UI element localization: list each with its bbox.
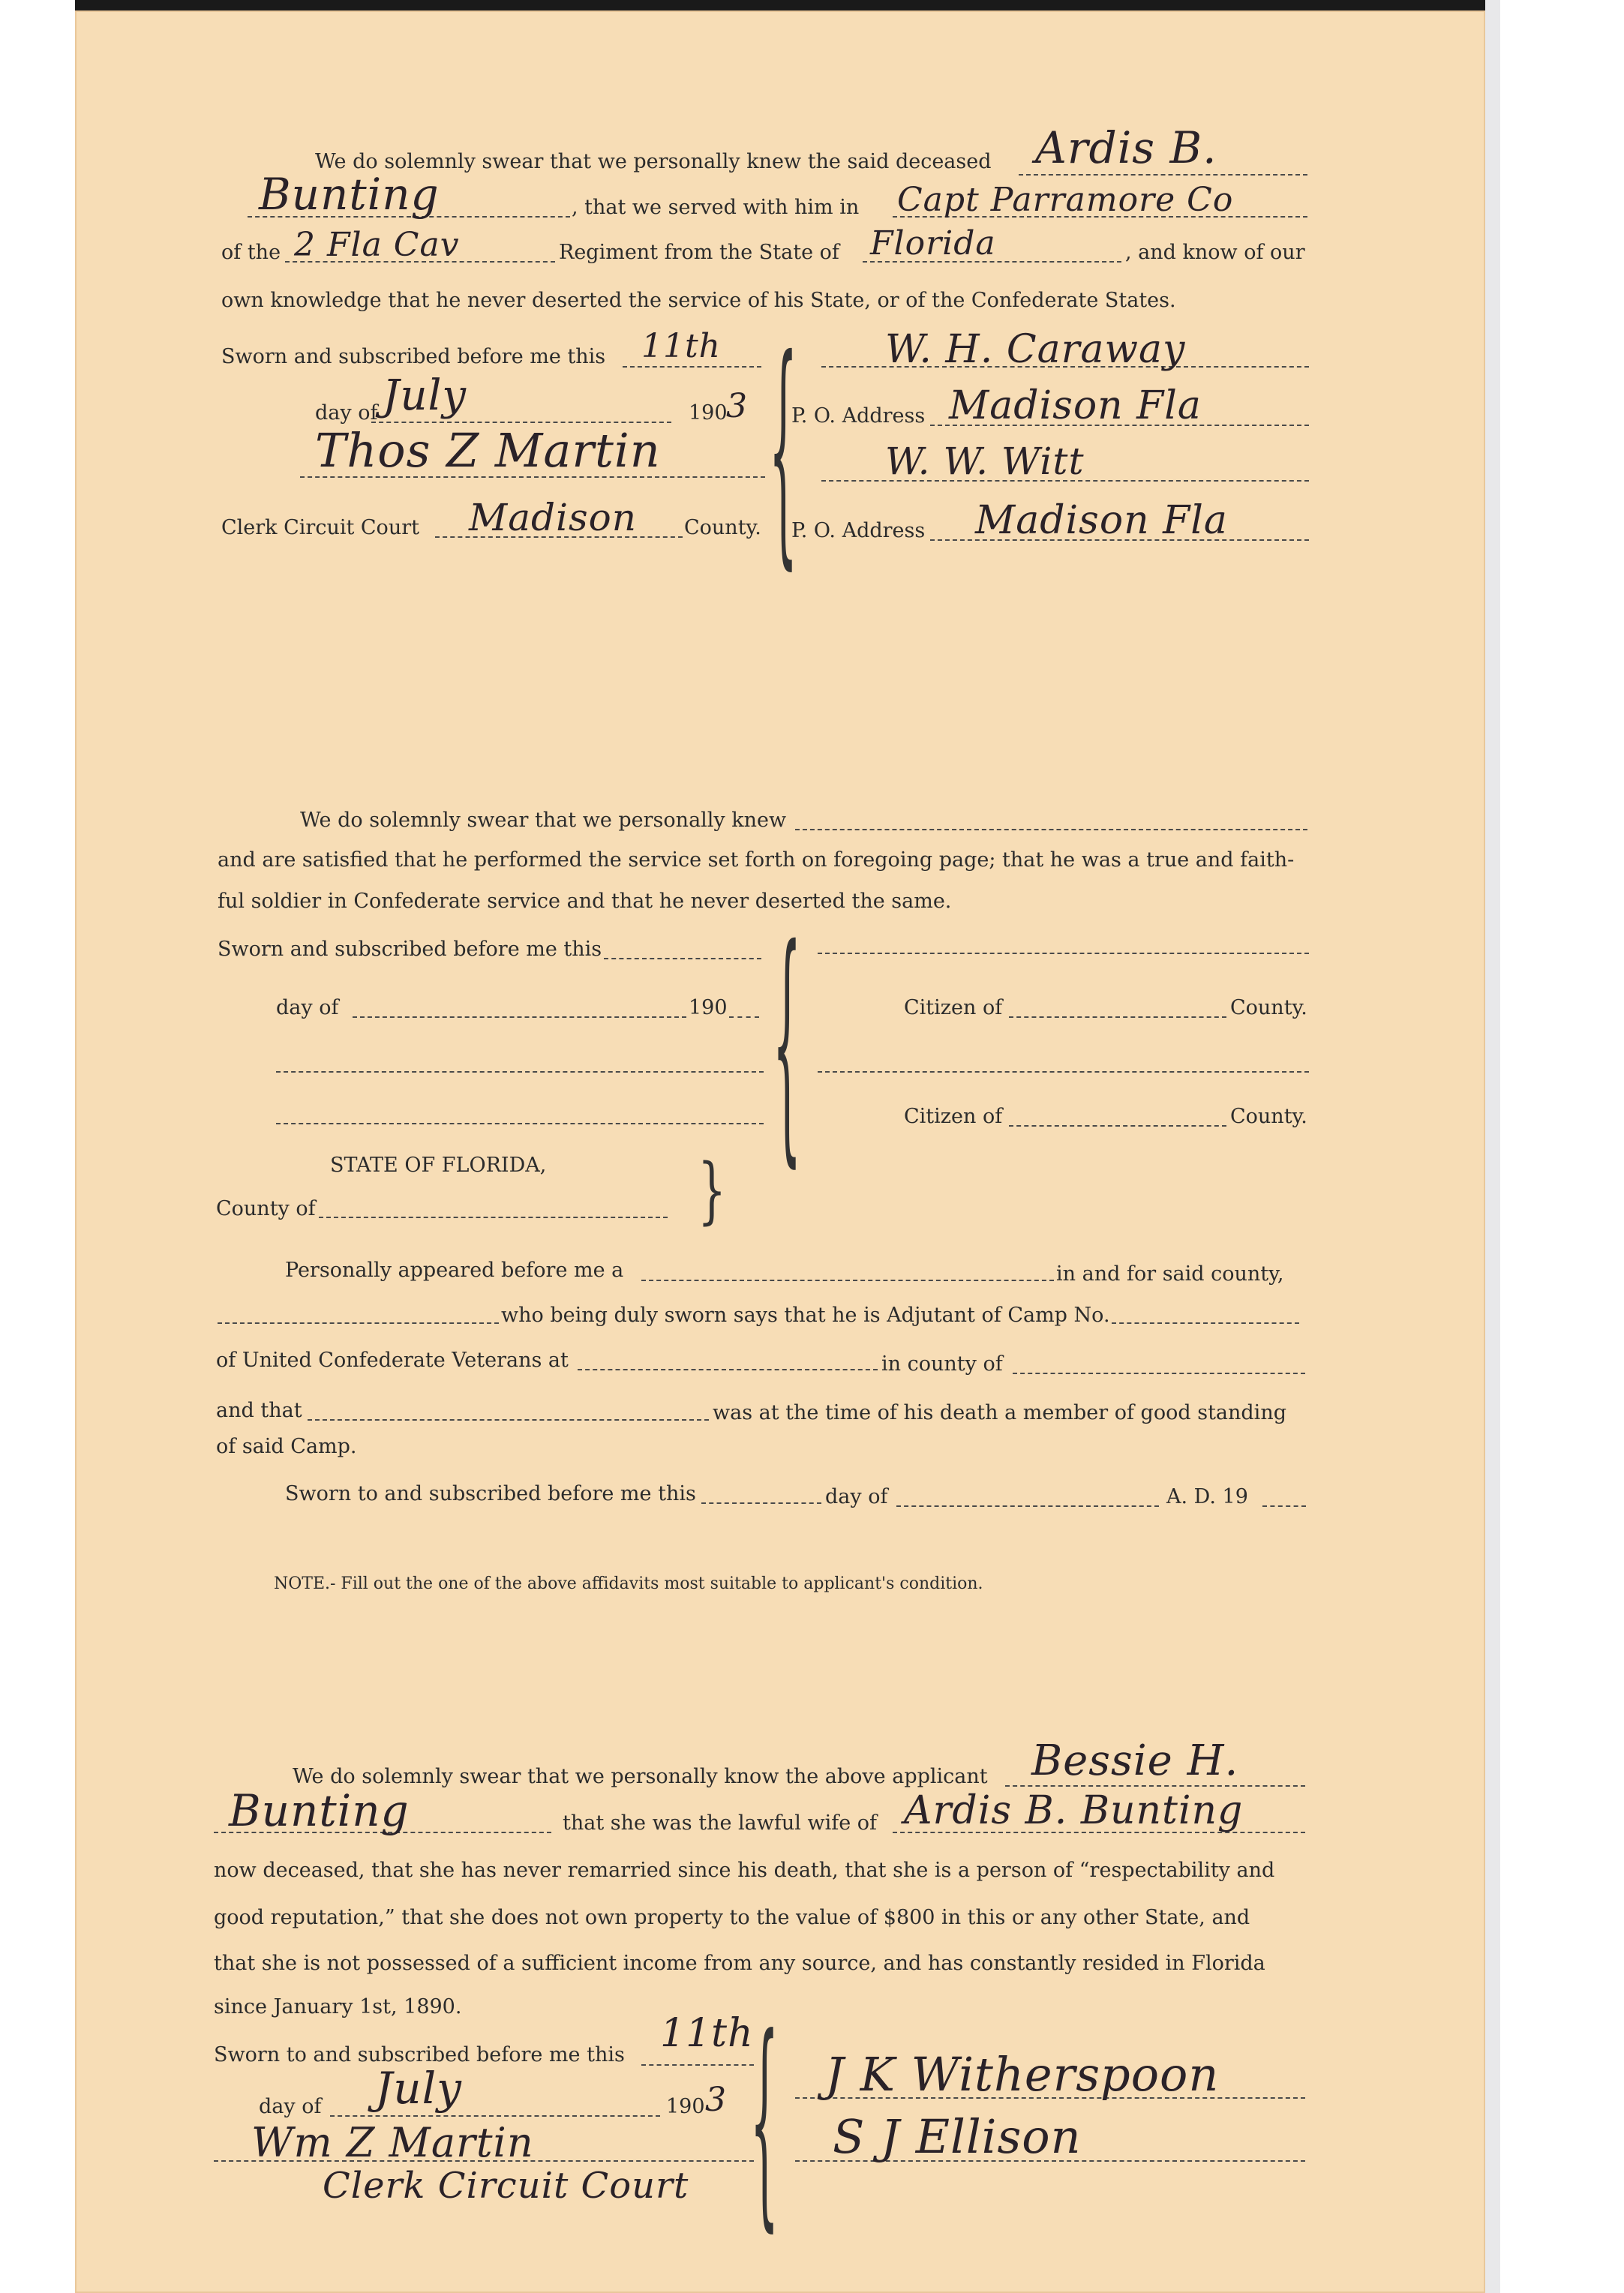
scan-border-top <box>75 0 1485 11</box>
section4-brace: { <box>750 1991 779 2254</box>
state-name: Florida <box>870 224 996 263</box>
section2-sworn-text: Sworn and subscribed before me this <box>218 938 602 961</box>
scan-background-left <box>0 0 75 2293</box>
citizen2-county-text: County. <box>1230 1105 1307 1128</box>
scan-background-right <box>1485 0 1500 2293</box>
husband-name: Ardis B. Bunting <box>904 1788 1244 1833</box>
citizen1-county-text: County. <box>1230 996 1307 1019</box>
county-of-text: County of <box>216 1197 316 1220</box>
of-camp-text: of said Camp. <box>216 1435 357 1458</box>
section2-official-line2 <box>276 1123 764 1124</box>
citizen2-text: Citizen of <box>904 1105 1003 1128</box>
deceased-first-name: Ardis B. <box>1035 122 1217 173</box>
year-digit: 3 <box>726 387 748 425</box>
and-that-text: and that <box>216 1399 302 1422</box>
wife-text: that she was the lawful wife of <box>563 1811 878 1835</box>
section1-brace: { <box>769 310 798 593</box>
section1-day-of-text: day of <box>315 401 378 425</box>
section1-sworn-text: Sworn and subscribed before me this <box>221 345 606 368</box>
section4-sworn-day-blank <box>641 2064 754 2066</box>
company-name: Capt Parramore Co <box>897 181 1234 219</box>
appeared-text: Personally appeared before me a <box>285 1259 624 1282</box>
section3-month-blank <box>896 1505 1159 1507</box>
applicant-first-blank <box>1005 1785 1305 1787</box>
know-text: , and know of our <box>1125 241 1305 264</box>
witness1-signature: W. H. Caraway <box>885 327 1186 372</box>
section4-year-prefix: 190 <box>666 2095 705 2118</box>
note-label: NOTE. <box>274 1574 331 1593</box>
section2-line2: and are satisfied that he performed the service set forth on foregoing page; that he was a true and faith- <box>218 848 1295 872</box>
of-the-text: of the <box>221 241 281 264</box>
sworn-day: 11th <box>641 327 722 365</box>
camp-number-blank <box>1112 1322 1299 1324</box>
witness1-address: Madison Fla <box>949 383 1202 428</box>
section4-sworn-day: 11th <box>660 2011 754 2056</box>
regiment-name: 2 Fla Cav <box>294 226 460 264</box>
member-name-blank <box>308 1419 709 1421</box>
section2-year-prefix: 190 <box>689 996 728 1019</box>
ad-year-blank <box>1262 1505 1306 1507</box>
section2-month-blank <box>353 1016 686 1018</box>
section2-sworn-day-blank <box>604 958 761 959</box>
note-text: - Fill out the one of the above affidavits most suitable to applicant's condition. <box>330 1574 983 1593</box>
county-name: Madison <box>469 496 637 539</box>
section4-day-of-text: day of <box>259 2095 322 2118</box>
section3-day-of-text: day of <box>825 1485 888 1508</box>
section4-line1: We do solemnly swear that we personally know the above applicant <box>293 1765 988 1788</box>
deceased-last-name: Bunting <box>259 169 440 220</box>
section4-line6: since January 1st, 1890. <box>214 1995 462 2018</box>
ucv-text: of United Confederate Veterans at <box>216 1349 569 1372</box>
citizen1-signature-line <box>818 953 1309 954</box>
section4-line5: that she is not possessed of a sufficient income from any source, and has constantly resided in Florida <box>214 1952 1265 1975</box>
applicant-last-name: Bunting <box>229 1785 410 1836</box>
county-of-blank <box>319 1217 668 1218</box>
witness2-po-label: P. O. Address <box>791 519 926 542</box>
month: July <box>383 371 467 420</box>
regiment-text: Regiment from the State of <box>559 241 839 264</box>
section4-month: July <box>375 2063 462 2114</box>
applicant-first-name: Bessie H. <box>1031 1736 1239 1785</box>
section2-name-blank <box>795 829 1307 830</box>
witness2-address: Madison Fla <box>975 498 1228 543</box>
scan-background-far-right <box>1500 0 1624 2293</box>
witness1-po-label: P. O. Address <box>791 404 926 428</box>
citizen2-signature-line <box>818 1071 1309 1073</box>
section4-clerk-signature: Wm Z Martin <box>251 2119 534 2166</box>
year-prefix: 190 <box>689 401 728 425</box>
section2-year-blank <box>729 1016 759 1018</box>
citizen1-county-blank <box>1009 1016 1226 1018</box>
section4-witness1-signature: J K Witherspoon <box>825 2047 1220 2102</box>
county-text: County. <box>684 516 761 539</box>
section2-day-of-text: day of <box>276 996 339 1019</box>
deceased-first-blank <box>1019 174 1307 176</box>
section4-clerk-title: Clerk Circuit Court <box>323 2165 689 2207</box>
section4-line4: good reputation,” that she does not own property to the value of $800 in this or any other State, and <box>214 1906 1250 1929</box>
in-county-text: in county of <box>881 1352 1003 1376</box>
citizen2-county-blank <box>1009 1125 1226 1127</box>
clerk-signature: Thos Z Martin <box>315 423 661 478</box>
witness2-signature: W. W. Witt <box>885 440 1085 483</box>
section2-brace: { <box>773 898 802 1192</box>
in-and-for-text: in and for said county, <box>1056 1262 1284 1286</box>
section4-year-digit: 3 <box>705 2081 727 2119</box>
sworn-day-blank <box>623 366 761 368</box>
member-text: was at the time of his death a member of good standing <box>713 1401 1286 1424</box>
section1-line4: own knowledge that he never deserted the service of his State, or of the Confederate States. <box>221 289 1176 312</box>
appeared-blank <box>641 1280 1054 1281</box>
section2-line1: We do solemnly swear that we personally knew <box>300 809 787 832</box>
section3-day-blank <box>701 1502 821 1504</box>
section4-month-blank <box>330 2115 660 2117</box>
section1-served-text: , that we served with him in <box>572 196 860 219</box>
ucv-place-blank <box>578 1369 878 1370</box>
clerk-text: Clerk Circuit Court <box>221 516 419 539</box>
section2-line3: ful soldier in Confederate service and that he never deserted the same. <box>218 890 952 913</box>
section3-sworn-text: Sworn to and subscribed before me this <box>285 1482 696 1505</box>
section3-brace: } <box>698 1149 727 1233</box>
section4-witness2-signature: S J Ellison <box>833 2109 1082 2164</box>
section4-sworn-text: Sworn to and subscribed before me this <box>214 2043 625 2066</box>
citizen1-text: Citizen of <box>904 996 1003 1019</box>
duly-sworn-text: who being duly sworn says that he is Adjutant of Camp No. <box>501 1304 1110 1327</box>
section2-official-line1 <box>276 1071 764 1073</box>
state-heading: STATE OF FLORIDA, <box>330 1154 547 1177</box>
adjutant-name-blank <box>218 1322 499 1324</box>
section4-line3: now deceased, that she has never remarried since his death, that she is a person of “respectability and <box>214 1859 1275 1882</box>
in-county-blank <box>1013 1373 1305 1374</box>
ad-text: A. D. 19 <box>1166 1485 1248 1508</box>
section1-line1: We do solemnly swear that we personally knew the said deceased <box>315 150 992 173</box>
